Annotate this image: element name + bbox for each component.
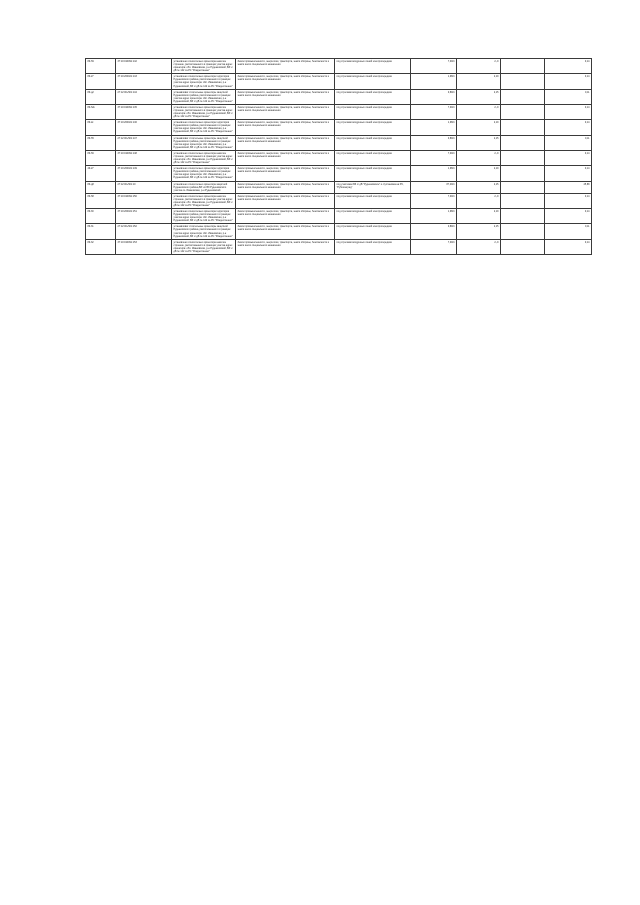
cell-address: установлено относительно ориентира нежилое строение, расположенного в границах участка адрес ориентира: обл. Ивановская, р-н Руденковский, ВЗ ч/ дВ № 142 оз-РС "Рождественно" <box>172 239 236 254</box>
cell-purpose: Земли промышленности, энергетики, транспорта, земли обороны, безопасности и земли иного специального назначения <box>236 120 335 135</box>
cell-area: 87,49/4 <box>411 181 457 193</box>
cell-address: установлено относительно ориентира территория Руденковского района, расположенного в границах участка адрес ориентира: обл. Ивановская, р-н Руденковский, ВЗ ч/ дВ № 142 оз-РС "Рождественно" <box>172 209 236 224</box>
cell-cadastral-number: 27:12:00+501:144 <box>116 89 172 104</box>
cell-value-1: 2,15 <box>457 89 501 104</box>
cell-value-3: 0,14 <box>545 104 592 119</box>
cell-number: 89-32 <box>86 239 116 254</box>
cell-number: 89-б5 <box>86 135 116 150</box>
cell-area: 7,00/4 <box>411 59 457 74</box>
cell-value-1: 2,-9 <box>457 104 501 119</box>
table-row <box>86 120 592 135</box>
cell-purpose: Земли промышленности, энергетики, транспорта, земли обороны, безопасности и земли иного специального назначения <box>236 209 335 224</box>
cell-purpose: Земли промышленности, энергетики, транспорта, земли обороны, безопасности и земли иного специального назначения <box>236 104 335 119</box>
table-row <box>86 224 592 239</box>
table-row <box>86 89 592 104</box>
cell-right-type: под стрелами воздушных линий электропередачи <box>335 89 411 104</box>
table-row <box>86 74 592 89</box>
cell-value-1: 2,-9 <box>457 150 501 165</box>
cell-cadastral-number: 37:10:200021:149 <box>116 166 172 181</box>
table-row <box>86 181 592 193</box>
cell-area: 0,89/4 <box>411 89 457 104</box>
cell-value-1: 2,19 <box>457 209 501 224</box>
cell-value-2 <box>501 166 545 181</box>
cell-address: установлено относительно ориентира защитной Руденковского района,ВЗ ч/о ВЗ Руденковского участка оз- Ивановская, р-н Руденковский <box>172 181 236 193</box>
cell-number: 89-д2 <box>86 89 116 104</box>
cell-value-1: 2,-9 <box>457 193 501 208</box>
cell-purpose: Земли промышленности, энергетики, транспорта, земли обороны, безопасности и земли иного специального назначения <box>236 135 335 150</box>
cell-right-type: под участками ВЗ ч/ дВ "Руденковское" и с/установка на РС, "Рубиконград" <box>335 181 411 193</box>
cell-address: установлено относительно ориентира нежилое строение, расположенного в границах участка адрес ориентира: обл. Ивановская, р-н Руденковский, ВЗ ч/ дВ № 142 оз-РС "Рождественно" <box>172 59 236 74</box>
table-row <box>86 209 592 224</box>
cell-value-3: 0,11 <box>545 135 592 150</box>
cell-value-3: 0,14 <box>545 59 592 74</box>
cell-number: 49-27 <box>86 166 116 181</box>
cell-purpose: Земли промышленности, энергетики, транспорта, земли обороны, безопасности и земли иного специального назначения <box>236 193 335 208</box>
cell-right-type: под стрелами воздушных линий электропередачи <box>335 193 411 208</box>
cell-address: установлено относительно ориентира территория Руденковского района, расположенного в границах участка адрес ориентира: обл. Ивановская, р-н Руденковский, ВЗ ч/ дВ № 142 оз-РС "Рождественно" <box>172 74 236 89</box>
cell-value-3: 0,14 <box>545 150 592 165</box>
cell-purpose: Земли промышленности, энергетики, транспорта, земли обороны, безопасности и земли иного специального назначения <box>236 59 335 74</box>
cell-area: 1,98/4 <box>411 166 457 181</box>
cell-cadastral-number: 37:10:010091:145 <box>116 104 172 119</box>
cell-number: 89-б2к <box>86 104 116 119</box>
cell-value-1: 2,19 <box>457 120 501 135</box>
cell-value-2 <box>501 135 545 150</box>
table-row <box>86 150 592 165</box>
cell-area: 7,00/4 <box>411 239 457 254</box>
cell-value-1: 2,-9 <box>457 239 501 254</box>
cell-area: 0,89/4 <box>411 224 457 239</box>
table-row <box>86 166 592 181</box>
cell-area: 7,00/4 <box>411 193 457 208</box>
cell-value-2 <box>501 239 545 254</box>
cell-address: устанавливат стоительные ориентиры защитной Руденковского района, расположенного в границах участка адрес ориентира: обл. Ивановская, р-н Руденковский, ВЗ ч/ дВ № 142 оз-РС "Рождественно" <box>172 135 236 150</box>
cell-cadastral-number: 37:10:010091:153 <box>116 239 172 254</box>
table-row <box>86 59 592 74</box>
cell-area: 1,98/4 <box>411 209 457 224</box>
cell-address: установлено относительно ориентира нежилое строение, расположенного в границах участка адрес ориентира: обл. Ивановская, р-н Руденковский, ВЗ ч/ дВ № 142 оз-РС "Рождественно" <box>172 150 236 165</box>
land-parcels-table <box>85 58 592 255</box>
cell-number: 89-б6 <box>86 150 116 165</box>
cell-cadastral-number: 37:10:200021:143 <box>116 74 172 89</box>
cell-value-2 <box>501 89 545 104</box>
cell-address: устанавливат стоительные ориентиры защитной Руденковского района, расположенного в границах участка адрес ориентира: обл. Ивановская, р-н Руденковский, ВЗ ч/ дВ № 142 оз-РС "Рождественно" <box>172 89 236 104</box>
cell-right-type: под стрелами воздушных линий электропередачи <box>335 135 411 150</box>
cell-cadastral-number: 37:10:010091:150 <box>116 193 172 208</box>
cell-value-3: 45,88 <box>545 181 592 193</box>
cell-purpose: Земли промышленности, энергетики, транспорта, земли обороны, безопасности и земли иного специального назначения <box>236 89 335 104</box>
cell-cadastral-number: 27:12:00+501:147 <box>116 135 172 150</box>
cell-value-2 <box>501 120 545 135</box>
cell-address: установлено относительно ориентира нежилое строение, расположенного в границах участка адрес ориентира: обл. Ивановская, р-н Руденковский, ВЗ ч/ дВ № 142 оз-РС "Рождественно" <box>172 104 236 119</box>
cell-address: устанавливат стоительные ориентиры защитной Руденковского района, расположенного в границах участка адрес ориентира: обл. Ивановская, р-н Руденковский, ВЗ ч/ дВ № 142 оз-РС "Рождественно" <box>172 224 236 239</box>
cell-cadastral-number: 37:10:200021:151 <box>116 209 172 224</box>
cell-address: установлено относительно ориентира территория Руденковского района, расположенного в границах участка адрес ориентира: обл. Ивановская, р-н Руденковский, ВЗ ч/ дВ № 142 оз-РС "Рождественно" <box>172 166 236 181</box>
table-row <box>86 135 592 150</box>
cell-value-3: 0,14 <box>545 74 592 89</box>
cell-value-1: 2,15 <box>457 224 501 239</box>
cell-purpose: Земли промышленности, энергетики, транспорта, земли обороны, безопасности и земли иного специального назначения <box>236 224 335 239</box>
cell-value-3: 0,14 <box>545 193 592 208</box>
cell-value-3: 0,11 <box>545 224 592 239</box>
cell-value-3: 0,14 <box>545 209 592 224</box>
cell-right-type: под стрелами воздушных линий электропередачи <box>335 239 411 254</box>
cell-purpose: Земли промышленности, энергетики, транспорта, земли обороны, безопасности и земли иного специального назначения <box>236 150 335 165</box>
cell-cadastral-number: 27:12:00+501:152 <box>116 224 172 239</box>
cell-value-3: 0,14 <box>545 166 592 181</box>
cell-address: установлено относительно ориентира нежилое строение, расположенного в границах участка адрес ориентира: обл. Ивановская, р-н Руденковский, ВЗ ч/ дВ № 142 оз-РС "Рождественно" <box>172 193 236 208</box>
cell-value-1: 2,-9 <box>457 59 501 74</box>
cell-purpose: Земли промышленности, энергетики, транспорта, земли обороны, безопасности и земли иного специального назначения <box>236 181 335 193</box>
cell-cadastral-number: 37:10:010091:148 <box>116 150 172 165</box>
cell-number: 89-б9 <box>86 59 116 74</box>
cell-purpose: Земли промышленности, энергетики, транспорта, земли обороны, безопасности и земли иного специального назначения <box>236 74 335 89</box>
cell-value-2 <box>501 150 545 165</box>
cell-value-3: 0,11 <box>545 89 592 104</box>
cell-value-2 <box>501 209 545 224</box>
cell-cadastral-number: 37:10:200021:146 <box>116 120 172 135</box>
cell-number: 89-30 <box>86 209 116 224</box>
cell-right-type: под стрелами воздушных линий электропередачи <box>335 209 411 224</box>
cell-right-type: под стрелами воздушных линий электропередачи <box>335 104 411 119</box>
cell-right-type: под стрелами воздушных линий электропередачи <box>335 74 411 89</box>
cell-purpose: Земли промышленности, энергетики, транспорта, земли обороны, безопасности и земли иного специального назначения <box>236 239 335 254</box>
cell-right-type: под стрелами воздушных линий электропередачи <box>335 120 411 135</box>
cell-area: 1,98/4 <box>411 120 457 135</box>
cell-area: 7,00/4 <box>411 104 457 119</box>
cell-value-1: 2,15 <box>457 135 501 150</box>
cell-cadastral-number: 37:10:010091:142 <box>116 59 172 74</box>
cell-right-type: под стрелами воздушных линий электропередачи <box>335 166 411 181</box>
cell-number: 89-31 <box>86 224 116 239</box>
cell-value-3: 0,14 <box>545 239 592 254</box>
cell-value-2 <box>501 74 545 89</box>
cell-value-2 <box>501 59 545 74</box>
cell-right-type: под стрелами воздушных линий электропередачи <box>335 224 411 239</box>
cell-value-2 <box>501 181 545 193</box>
cell-right-type: под стрелами воздушных линий электропередачи <box>335 150 411 165</box>
cell-value-1: 2,19 <box>457 74 501 89</box>
cell-cadastral-number: 27:12:00+501:10 <box>116 181 172 193</box>
cell-number: 89-д8 <box>86 181 116 193</box>
cell-area: 7,00/4 <box>411 150 457 165</box>
cell-right-type: под стрелами воздушных линий электропередачи <box>335 59 411 74</box>
cell-value-2 <box>501 224 545 239</box>
cell-value-1: 2,19 <box>457 166 501 181</box>
cell-address: установлено относительно ориентира территория Руденковского района, расположенного в границах участка адрес ориентира: обл. Ивановская, р-н Руденковский, ВЗ ч/ дВ № 142 оз-РС "Рождественно" <box>172 120 236 135</box>
cell-area: 0,89/4 <box>411 135 457 150</box>
table-body <box>86 59 592 255</box>
table-row <box>86 104 592 119</box>
cell-number: 89-2к <box>86 120 116 135</box>
cell-area: 1,98/4 <box>411 74 457 89</box>
cell-value-2 <box>501 193 545 208</box>
cell-value-1: 2,15 <box>457 181 501 193</box>
cell-number: 89-б8 <box>86 193 116 208</box>
cell-number: 89-27 <box>86 74 116 89</box>
table-row <box>86 193 592 208</box>
cell-purpose: Земли промышленности, энергетики, транспорта, земли обороны, безопасности и земли иного специального назначения <box>236 166 335 181</box>
cell-value-2 <box>501 104 545 119</box>
cell-value-3: 0,14 <box>545 120 592 135</box>
table-row <box>86 239 592 254</box>
